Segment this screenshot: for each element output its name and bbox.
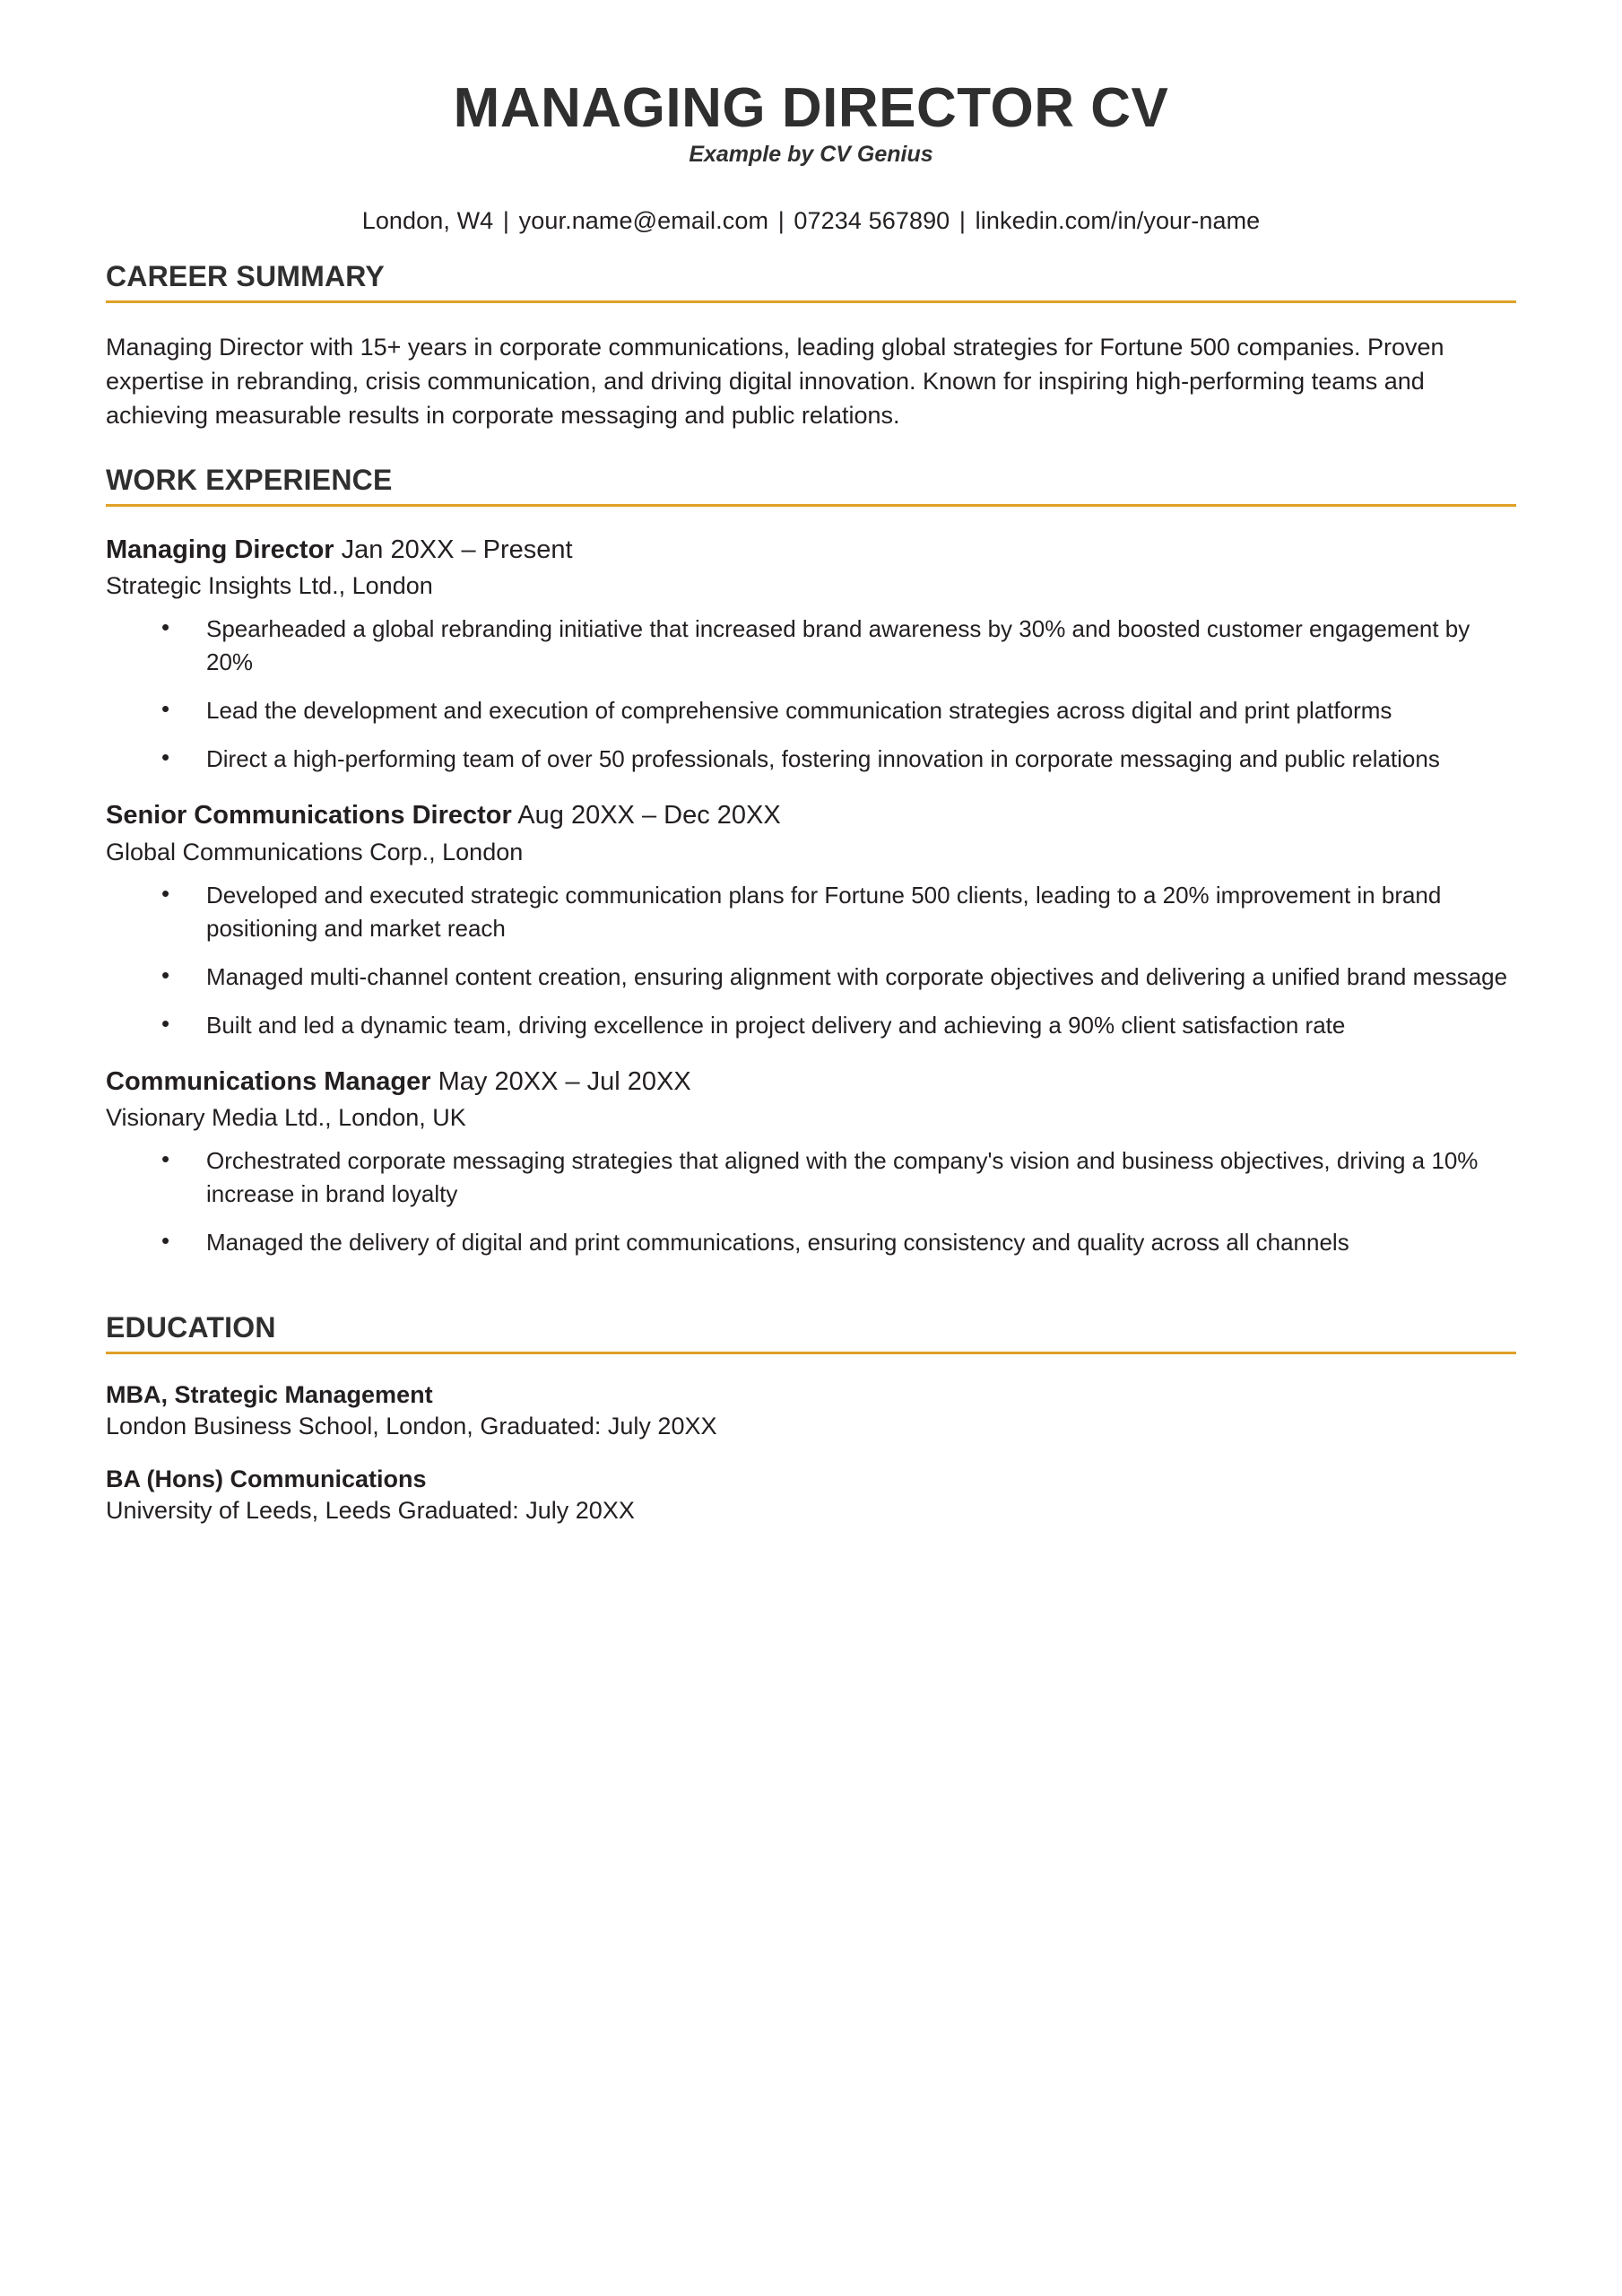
contact-separator-3: | xyxy=(958,206,967,234)
job-role: Managing Director xyxy=(106,535,334,564)
job-dates: May 20XX – Jul 20XX xyxy=(438,1066,691,1096)
contact-phone[interactable]: 07234 567890 xyxy=(794,206,950,234)
education-entry xyxy=(106,1465,1516,1525)
job-company: Strategic Insights Ltd., London xyxy=(106,572,433,600)
document-subtitle: Example by CV Genius xyxy=(689,141,933,167)
contact-separator-1: | xyxy=(502,206,510,234)
job-company: Visionary Media Ltd., London, UK xyxy=(106,1104,466,1132)
career-summary-text: Managing Director with 15+ years in corporate communications, leading global strategies for Fortune 500 companies. Proven expertise in rebranding, crisis communication, and driving digital innovation. Known for inspiring high-performing teams and achieving measurable results in corporate messaging and public relations. xyxy=(106,333,1444,430)
job-heading xyxy=(106,799,1516,833)
education-school: University of Leeds, Leeds Graduated: July 20XX xyxy=(106,1497,635,1525)
contact-linkedin[interactable]: linkedin.com/in/your-name xyxy=(975,206,1261,234)
page-title: MANAGING DIRECTOR CV xyxy=(453,77,1169,139)
job-bullet-list xyxy=(106,879,1516,1042)
job-heading xyxy=(106,534,1516,568)
section-education xyxy=(106,1311,1516,1525)
education-degree: MBA, Strategic Management xyxy=(106,1381,433,1409)
section-career-summary xyxy=(106,260,1516,433)
section-divider-career-summary xyxy=(106,300,1516,303)
job-bullet-list xyxy=(106,1144,1516,1259)
job-entry xyxy=(106,799,1516,1041)
job-bullet: • Direct a high-performing team of over 50 professionals, fostering innovation in corporate messaging and public relations xyxy=(206,743,1516,776)
job-company: Global Communications Corp., London xyxy=(106,838,524,865)
job-bullet: • Managed multi-channel content creation, ensuring alignment with corporate objectives and delivering a unified brand message xyxy=(206,961,1516,994)
job-bullet: • Lead the development and execution of comprehensive communication strategies across digital and print platforms xyxy=(206,694,1516,727)
education-school: London Business School, London, Graduated: July 20XX xyxy=(106,1413,717,1440)
job-bullet-list xyxy=(106,613,1516,776)
section-title-education: EDUCATION xyxy=(106,1311,276,1344)
section-divider-education xyxy=(106,1352,1516,1354)
contact-line xyxy=(106,207,1516,235)
contact-location: London, W4 xyxy=(361,206,494,234)
job-bullet: • Developed and executed strategic communication plans for Fortune 500 clients, leading to a 20% improvement in brand positioning and market reach xyxy=(206,879,1516,945)
job-role: Communications Manager xyxy=(106,1066,431,1096)
spacer xyxy=(106,1283,1516,1302)
section-title-work-experience: WORK EXPERIENCE xyxy=(106,463,393,496)
contact-separator-2: | xyxy=(777,206,785,234)
contact-email[interactable]: your.name@email.com xyxy=(518,206,769,234)
job-bullet: • Managed the delivery of digital and print communications, ensuring consistency and quality across all channels xyxy=(206,1226,1516,1259)
section-divider-work-experience xyxy=(106,504,1516,507)
job-role: Senior Communications Director xyxy=(106,801,512,831)
section-title-career-summary: CAREER SUMMARY xyxy=(106,259,385,292)
job-bullet: • Spearheaded a global rebranding initiative that increased brand awareness by 30% and boosted customer engagement by 20% xyxy=(206,613,1516,679)
job-bullet: • Built and led a dynamic team, driving excellence in project delivery and achieving a 90% client satisfaction rate xyxy=(206,1009,1516,1042)
job-bullet: • Orchestrated corporate messaging strategies that aligned with the company's vision and business objectives, driving a 10% increase in brand loyalty xyxy=(206,1144,1516,1211)
education-entry xyxy=(106,1381,1516,1440)
section-work-experience xyxy=(106,464,1516,1259)
education-degree: BA (Hons) Communications xyxy=(106,1465,427,1493)
job-entry xyxy=(106,534,1516,776)
job-heading xyxy=(106,1065,1516,1100)
job-dates: Jan 20XX – Present xyxy=(341,535,573,564)
job-entry xyxy=(106,1065,1516,1260)
job-dates: Aug 20XX – Dec 20XX xyxy=(517,801,781,831)
